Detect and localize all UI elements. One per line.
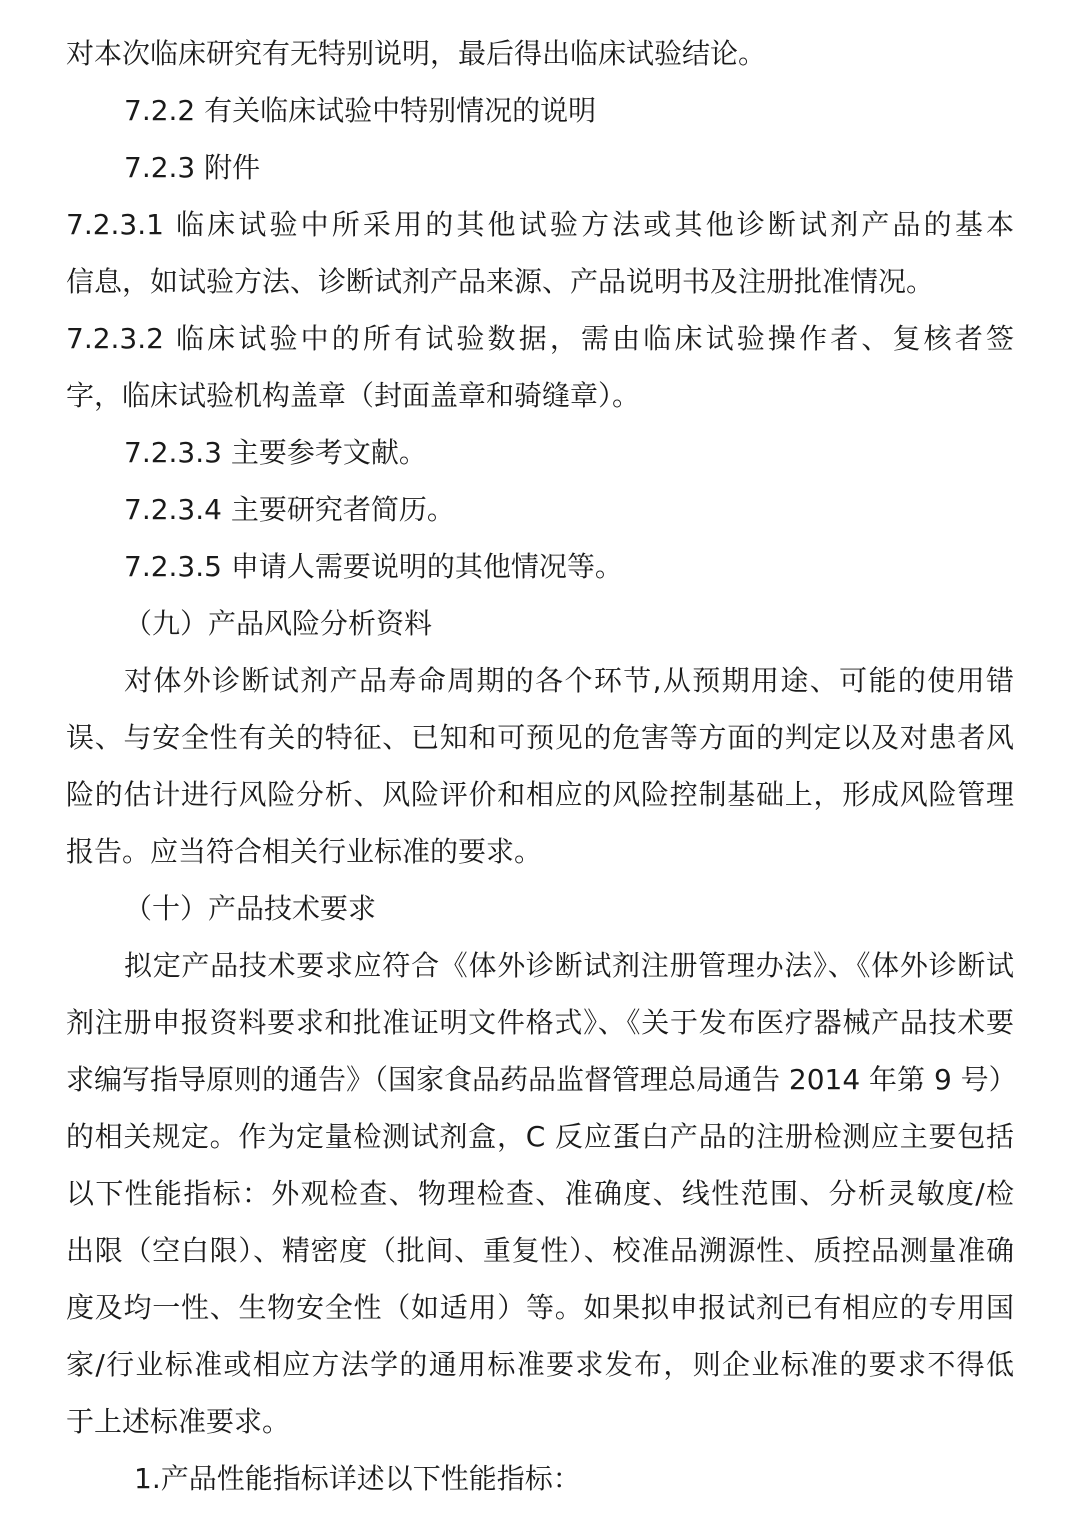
text-line: 险的估计进行风险分析、风险评价和相应的风险控制基础上，形成风险管理: [66, 778, 1014, 811]
text-line: 度及均一性、生物安全性（如适用）等。如果拟申报试剂已有相应的专用国: [66, 1291, 1014, 1324]
text-line: 误、与安全性有关的特征、已知和可预见的危害等方面的判定以及对患者风: [66, 721, 1014, 754]
text-line: 7.2.3.3 主要参考文献。: [124, 436, 427, 469]
text-line: 的相关规定。作为定量检测试剂盒，C 反应蛋白产品的注册检测应主要包括: [66, 1120, 1014, 1153]
text-line: 7.2.3.5 申请人需要说明的其他情况等。: [124, 550, 623, 583]
text-line: 字，临床试验机构盖章（封面盖章和骑缝章）。: [66, 379, 641, 412]
text-line: 对体外诊断试剂产品寿命周期的各个环节,从预期用途、可能的使用错: [124, 664, 1014, 697]
text-line: 拟定产品技术要求应符合《体外诊断试剂注册管理办法》、《体外诊断试: [124, 949, 1014, 982]
text-line: 家/行业标准或相应方法学的通用标准要求发布，则企业标准的要求不得低: [66, 1348, 1014, 1381]
text-line: 信息，如试验方法、诊断试剂产品来源、产品说明书及注册批准情况。: [66, 265, 935, 298]
text-line: 求编写指导原则的通告》（国家食品药品监督管理总局通告 2014 年第 9 号）: [66, 1063, 1017, 1096]
text-line: 7.2.3.2 临床试验中的所有试验数据，需由临床试验操作者、复核者签: [66, 322, 1014, 355]
text-line: 7.2.2 有关临床试验中特别情况的说明: [124, 94, 597, 127]
text-line: 于上述标准要求。: [66, 1405, 291, 1438]
section-heading: （九）产品风险分析资料: [124, 607, 433, 640]
text-line: 出限（空白限）、精密度（批间、重复性）、校准品溯源性、质控品测量准确: [66, 1234, 1014, 1267]
text-line: 7.2.3.4 主要研究者简历。: [124, 493, 455, 526]
text-line: 对本次临床研究有无特别说明，最后得出临床试验结论。: [66, 37, 767, 70]
text-line: 报告。应当符合相关行业标准的要求。: [66, 835, 543, 868]
text-line: 7.2.3.1 临床试验中所采用的其他试验方法或其他诊断试剂产品的基本: [66, 208, 1014, 241]
list-item: 1.产品性能指标详述以下性能指标：: [134, 1462, 581, 1495]
text-line: 剂注册申报资料要求和批准证明文件格式》、《关于发布医疗器械产品技术要: [66, 1006, 1014, 1039]
section-heading: （十）产品技术要求: [124, 892, 377, 925]
text-line: 7.2.3 附件: [124, 151, 261, 184]
text-line: 以下性能指标：外观检查、物理检查、准确度、线性范围、分析灵敏度/检: [66, 1177, 1014, 1210]
